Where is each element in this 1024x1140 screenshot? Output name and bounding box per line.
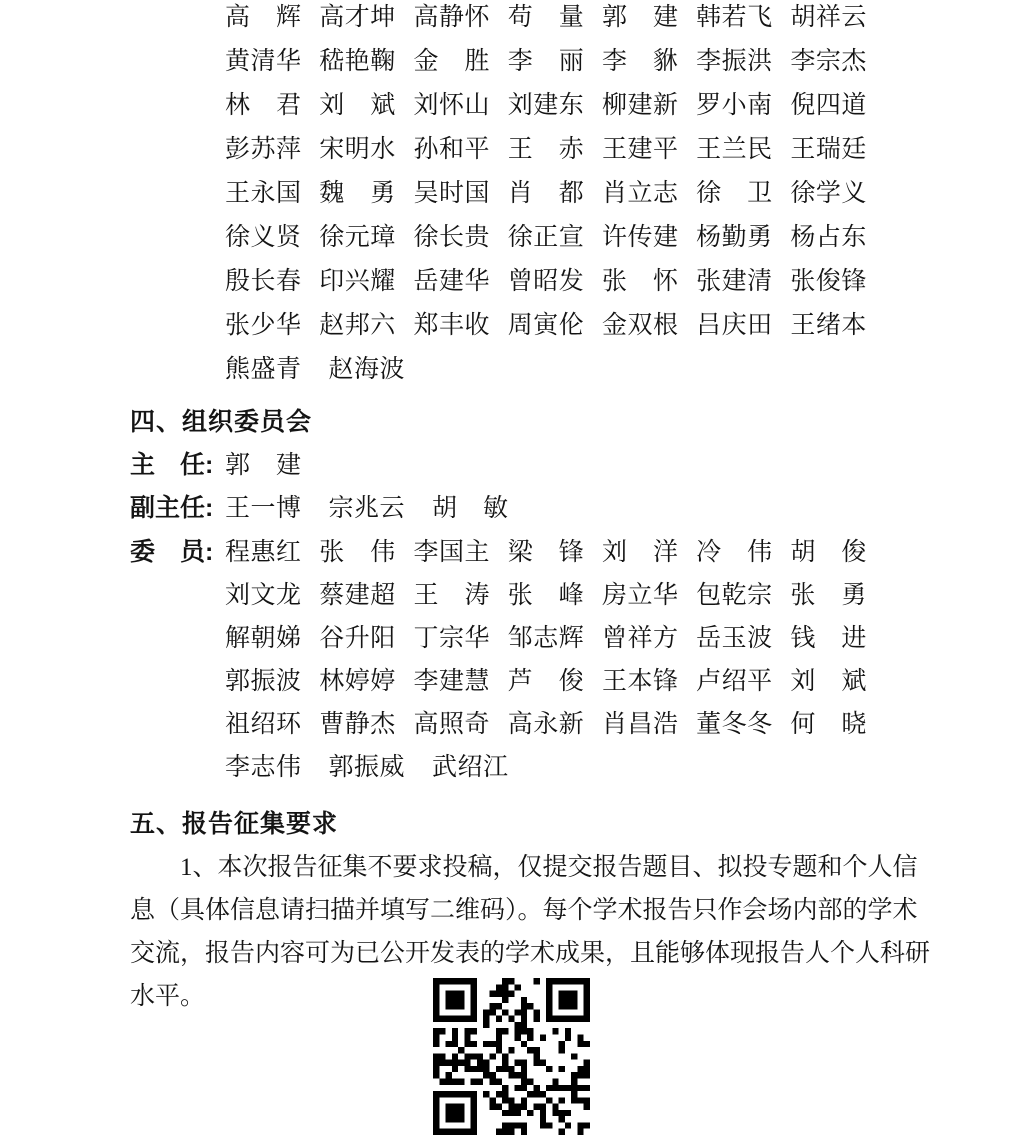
- person-name: 刘文龙: [225, 582, 302, 609]
- person-name: 金双根: [601, 312, 679, 339]
- section-five-heading: 五、报告征集要求: [130, 810, 339, 838]
- person-name: 高 辉: [225, 4, 302, 31]
- person-name: 张俊锋: [790, 268, 867, 295]
- person-name: 林 君: [225, 92, 302, 119]
- name-row: [225, 660, 867, 703]
- name-row: [225, 172, 867, 216]
- person-name: 芦 俊: [507, 668, 585, 695]
- name-row: [225, 574, 867, 617]
- person-name: 郭振波: [225, 668, 302, 695]
- director-label: 主 任:: [130, 451, 214, 479]
- person-name: 解朝娣: [225, 625, 302, 652]
- person-name: 吴时国: [413, 180, 490, 207]
- person-name: 王绪本: [790, 312, 867, 339]
- person-name: 李建慧: [413, 668, 490, 695]
- deputy-director-label: 副主任:: [130, 494, 214, 522]
- name-row: [225, 746, 867, 789]
- person-name: 肖立志: [601, 180, 679, 207]
- person-name: 王本锋: [601, 668, 679, 695]
- person-name: 岳建华: [413, 268, 490, 295]
- person-name: 董冬冬: [696, 711, 773, 738]
- paragraph-line: 1、本次报告征集不要求投稿，仅提交报告题目、拟投专题和个人信: [180, 854, 918, 881]
- name-row: [225, 84, 867, 128]
- person-name: 曹静杰: [319, 711, 396, 738]
- name-row: [225, 617, 867, 660]
- person-name: 刘建东: [507, 92, 585, 119]
- person-name: 包乾宗: [696, 582, 773, 609]
- person-name: 印兴耀: [319, 268, 396, 295]
- person-name: 肖昌浩: [601, 711, 679, 738]
- person-name: 许传建: [601, 224, 679, 251]
- person-name: 高才坤: [319, 4, 396, 31]
- person-name: 周寅伦: [507, 312, 585, 339]
- person-name: 冷 伟: [696, 539, 773, 566]
- deputy-director-names: [225, 487, 867, 530]
- person-name: 魏 勇: [319, 180, 396, 207]
- person-name: 胡祥云: [790, 4, 867, 31]
- person-name: 郭 建: [601, 4, 679, 31]
- person-name: 徐正宣: [507, 224, 585, 251]
- person-name: 王永国: [225, 180, 302, 207]
- person-name: 赵邦六: [319, 312, 396, 339]
- person-name: 王瑞廷: [790, 136, 867, 163]
- person-name: 倪四道: [790, 92, 867, 119]
- paragraph-line: 交流，报告内容可为已公开发表的学术成果，且能够体现报告人个人科研: [130, 940, 931, 967]
- name-row: [225, 216, 867, 260]
- person-name: 张少华: [225, 312, 302, 339]
- name-row: [225, 128, 867, 172]
- person-name: 李宗杰: [790, 48, 867, 75]
- person-name: 刘怀山: [413, 92, 490, 119]
- section-four-heading: 四、组织委员会: [130, 408, 313, 436]
- name-row: [225, 260, 867, 304]
- person-name: 林婷婷: [319, 668, 396, 695]
- person-name: 熊盛青: [225, 356, 302, 383]
- person-name: 张 伟: [319, 539, 396, 566]
- person-name: 何 晓: [790, 711, 867, 738]
- person-name: 王一博: [225, 495, 302, 522]
- name-row: [225, 444, 867, 487]
- person-name: 胡 敏: [432, 495, 509, 522]
- person-name: 郭 建: [225, 452, 302, 479]
- person-name: 刘 斌: [790, 668, 867, 695]
- person-name: 刘 斌: [319, 92, 396, 119]
- director-names: [225, 444, 867, 487]
- person-name: 曾昭发: [507, 268, 585, 295]
- person-name: 王 涛: [413, 582, 490, 609]
- person-name: 徐义贤: [225, 224, 302, 251]
- person-name: 张建清: [696, 268, 773, 295]
- person-name: 丁宗华: [413, 625, 490, 652]
- person-name: 罗小南: [696, 92, 773, 119]
- person-name: 吕庆田: [696, 312, 773, 339]
- person-name: 赵海波: [328, 356, 406, 383]
- person-name: 王兰民: [696, 136, 773, 163]
- person-name: 李志伟: [225, 754, 302, 781]
- person-name: 宗兆云: [328, 495, 406, 522]
- person-name: 祖绍环: [225, 711, 302, 738]
- person-name: 彭苏萍: [225, 136, 302, 163]
- person-name: 金 胜: [413, 48, 490, 75]
- person-name: 郑丰收: [413, 312, 490, 339]
- person-name: 高照奇: [413, 711, 490, 738]
- person-name: 王建平: [601, 136, 679, 163]
- person-name: 徐元璋: [319, 224, 396, 251]
- person-name: 李 貅: [601, 48, 679, 75]
- person-name: 岳玉波: [696, 625, 773, 652]
- person-name: 钱 进: [790, 625, 867, 652]
- paragraph-line: 息（具体信息请扫描并填写二维码）。每个学术报告只作会场内部的学术: [130, 897, 918, 924]
- name-row: [225, 304, 867, 348]
- person-name: 李国主: [413, 539, 490, 566]
- person-name: 殷长春: [225, 268, 302, 295]
- person-name: 高静怀: [413, 4, 490, 31]
- person-name: 房立华: [601, 582, 679, 609]
- name-row: [225, 487, 867, 530]
- members-label: 委 员:: [130, 538, 214, 566]
- person-name: 刘 洋: [601, 539, 679, 566]
- person-name: 邹志辉: [507, 625, 585, 652]
- person-name: 嵇艳鞠: [319, 48, 396, 75]
- person-name: 曾祥方: [601, 625, 679, 652]
- members-name-list: [225, 531, 867, 789]
- person-name: 蔡建超: [319, 582, 396, 609]
- person-name: 王 赤: [507, 136, 585, 163]
- name-row: [225, 348, 867, 392]
- name-row: [225, 531, 867, 574]
- person-name: 肖 都: [507, 180, 585, 207]
- person-name: 张 勇: [790, 582, 867, 609]
- name-row: [225, 40, 867, 84]
- name-row: [225, 0, 867, 40]
- person-name: 胡 俊: [790, 539, 867, 566]
- person-name: 孙和平: [413, 136, 490, 163]
- qr-code: [433, 978, 590, 1135]
- person-name: 徐 卫: [696, 180, 773, 207]
- person-name: 宋明水: [319, 136, 396, 163]
- person-name: 苟 量: [507, 4, 585, 31]
- person-name: 杨占东: [790, 224, 867, 251]
- person-name: 柳建新: [601, 92, 679, 119]
- paragraph-line: 水平。: [130, 983, 206, 1010]
- person-name: 谷升阳: [319, 625, 396, 652]
- person-name: 张 峰: [507, 582, 585, 609]
- person-name: 李 丽: [507, 48, 585, 75]
- person-name: 高永新: [507, 711, 585, 738]
- person-name: 黄清华: [225, 48, 302, 75]
- person-name: 程惠红: [225, 539, 302, 566]
- name-row: [225, 703, 867, 746]
- person-name: 郭振威: [328, 754, 406, 781]
- person-name: 徐长贵: [413, 224, 490, 251]
- person-name: 徐学义: [790, 180, 867, 207]
- person-name: 张 怀: [601, 268, 679, 295]
- person-name: 韩若飞: [696, 4, 773, 31]
- person-name: 武绍江: [432, 754, 509, 781]
- person-name: 卢绍平: [696, 668, 773, 695]
- expert-name-list: [225, 0, 867, 392]
- person-name: 杨勤勇: [696, 224, 773, 251]
- person-name: 梁 锋: [507, 539, 585, 566]
- person-name: 李振洪: [696, 48, 773, 75]
